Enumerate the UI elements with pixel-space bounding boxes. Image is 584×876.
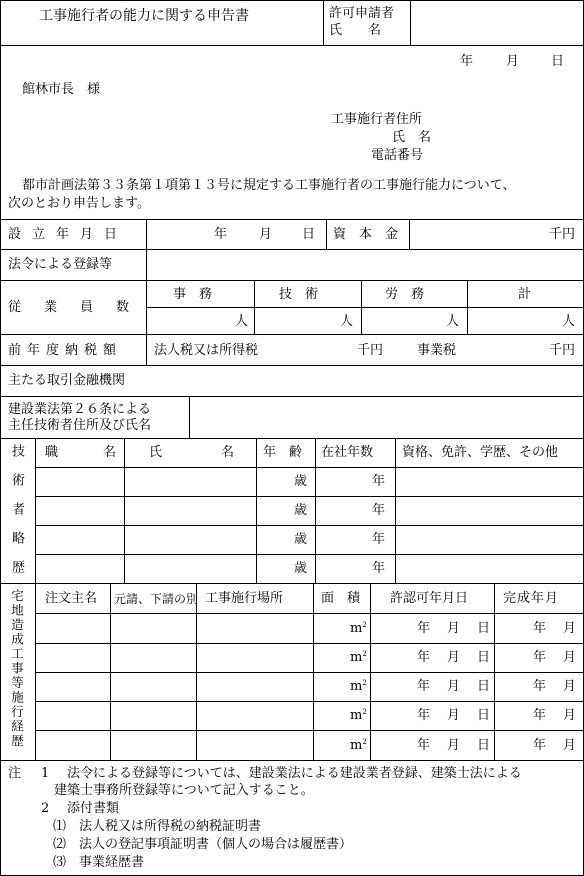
employees-header-clerical: 事 務 xyxy=(173,287,213,302)
notes-lead: 注 xyxy=(8,766,22,781)
attachment-2-text: 法人の登記事項証明書（個人の場合は履歴書） xyxy=(79,837,353,852)
history-done-month: 月 xyxy=(563,650,577,665)
establishment-year: 年 xyxy=(214,227,228,242)
history-header-client: 注文主名 xyxy=(45,591,98,606)
tech-header-post-1: 職 xyxy=(45,445,59,460)
employees-unit-total: 人 xyxy=(562,314,576,329)
business-tax-label: 事業税 xyxy=(417,343,457,358)
history-done-month: 月 xyxy=(563,621,577,636)
history-permit-day: 日 xyxy=(477,679,491,694)
history-permit-day: 日 xyxy=(477,650,491,665)
attachment-3-text: 事業経歴書 xyxy=(79,855,145,870)
chief-engineer-label-1: 建設業法第２６条による xyxy=(8,402,152,417)
history-area-unit: $m^2$ xyxy=(350,650,367,665)
note-2-number: 2 xyxy=(41,801,50,816)
employees-header-technical: 技 術 xyxy=(279,287,319,302)
declaration-line-2: 次のとおり申告します。 xyxy=(8,196,150,211)
applicant-name-field[interactable] xyxy=(411,1,583,44)
operator-phone-label: 電話番号 xyxy=(371,148,424,163)
history-permit-year: 年 xyxy=(417,708,431,723)
history-permit-day: 日 xyxy=(477,708,491,723)
establishment-day: 日 xyxy=(302,227,316,242)
tech-age-unit: 歳 xyxy=(294,532,308,547)
history-header-completion: 完成年月 xyxy=(503,591,560,606)
history-done-year: 年 xyxy=(533,650,547,665)
tech-header-age: 年 齢 xyxy=(263,445,303,460)
corporate-tax-label: 法人税又は所得税 xyxy=(154,343,259,358)
tech-header-name-2: 名 xyxy=(221,445,235,460)
history-area-unit: $m^2$ xyxy=(350,621,367,636)
tech-years-unit: 年 xyxy=(372,532,386,547)
addressee: 館林市長 様 xyxy=(22,82,101,97)
tech-header-qualifications: 資格、免許、学歴、その他 xyxy=(402,445,559,460)
registration-label: 法令による登録等 xyxy=(8,257,113,272)
note-2-label: 添付書類 xyxy=(67,801,120,816)
history-permit-day: 日 xyxy=(477,738,491,753)
history-done-year: 年 xyxy=(533,708,547,723)
history-done-month: 月 xyxy=(563,738,577,753)
history-header-area: 面 積 xyxy=(321,591,361,606)
capital-label: 資本金 xyxy=(333,227,412,242)
applicant-label: 許可申請者 xyxy=(329,6,395,21)
history-side-label: 宅地造成工事等施行経歴 xyxy=(9,589,25,749)
note-1-line-1: 法令による登録等については、建設業法による建設業者登録、建築士法による xyxy=(67,766,522,781)
tech-header-name-1: 氏 xyxy=(149,445,163,460)
operator-name-label: 氏 名 xyxy=(392,130,432,145)
employees-unit-labor: 人 xyxy=(446,314,460,329)
employees-unit-technical: 人 xyxy=(340,314,354,329)
tech-side-label: 技術者略歴 xyxy=(9,444,24,589)
employees-label: 従業員数 xyxy=(8,300,153,315)
history-permit-year: 年 xyxy=(417,738,431,753)
tech-years-unit: 年 xyxy=(372,503,386,518)
date-month: 月 xyxy=(506,54,520,69)
tech-header-years: 在社年数 xyxy=(321,445,374,460)
history-permit-month: 月 xyxy=(447,650,461,665)
attachment-2-number: ⑵ xyxy=(53,837,67,852)
establishment-month: 月 xyxy=(259,227,273,242)
tech-years-unit: 年 xyxy=(372,561,386,576)
history-permit-day: 日 xyxy=(477,621,491,636)
history-permit-year: 年 xyxy=(417,679,431,694)
date-day: 日 xyxy=(551,54,565,69)
history-permit-month: 月 xyxy=(447,679,461,694)
history-done-year: 年 xyxy=(533,738,547,753)
history-done-month: 月 xyxy=(563,679,577,694)
date-year: 年 xyxy=(460,54,474,69)
history-area-unit: $m^2$ xyxy=(350,708,367,723)
attachment-1-text: 法人税又は所得税の納税証明書 xyxy=(79,819,262,834)
declaration-line-1: 都市計画法第３３条第１項第１３号に規定する工事施行者の工事施行能力について、 xyxy=(22,178,516,193)
business-tax-unit: 千円 xyxy=(549,343,576,358)
note-1-number: 1 xyxy=(41,766,50,781)
tech-years-unit: 年 xyxy=(372,474,386,489)
operator-address-label: 工事施行者住所 xyxy=(331,112,423,127)
tech-header-post-2: 名 xyxy=(103,445,117,460)
corporate-tax-unit: 千円 xyxy=(357,343,384,358)
history-header-site: 工事施行場所 xyxy=(205,591,284,606)
attachment-1-number: ⑴ xyxy=(53,819,67,834)
history-area-unit: $m^2$ xyxy=(350,738,367,753)
history-permit-month: 月 xyxy=(447,621,461,636)
attachment-3-number: ⑶ xyxy=(53,855,67,870)
applicant-name-label: 氏 名 xyxy=(329,23,382,38)
note-1-line-2: 建築士事務所登録等について記入すること。 xyxy=(54,783,314,798)
employees-unit-clerical: 人 xyxy=(235,314,249,329)
history-permit-month: 月 xyxy=(447,708,461,723)
history-permit-year: 年 xyxy=(417,650,431,665)
form-title: 工事施行者の能力に関する申告書 xyxy=(39,8,249,24)
tech-age-unit: 歳 xyxy=(294,503,308,518)
tech-age-unit: 歳 xyxy=(294,561,308,576)
employees-header-labor: 労 務 xyxy=(385,287,425,302)
history-permit-month: 月 xyxy=(447,738,461,753)
history-done-month: 月 xyxy=(563,708,577,723)
chief-engineer-label-2: 主任技術者住所及び氏名 xyxy=(8,418,152,433)
history-header-permit-date: 許認可年月日 xyxy=(390,591,469,606)
history-header-contract-type: 元請、下請の別 xyxy=(114,592,199,606)
bank-label: 主たる取引金融機関 xyxy=(8,373,126,388)
establishment-label: 設立年月日 xyxy=(8,227,129,242)
history-done-year: 年 xyxy=(533,621,547,636)
history-area-unit: $m^2$ xyxy=(350,679,367,694)
history-done-year: 年 xyxy=(533,679,547,694)
tech-age-unit: 歳 xyxy=(294,474,308,489)
tax-label: 前年度納税額 xyxy=(8,343,123,358)
capital-unit: 千円 xyxy=(549,227,576,242)
employees-header-total: 計 xyxy=(518,287,532,302)
history-permit-year: 年 xyxy=(417,621,431,636)
